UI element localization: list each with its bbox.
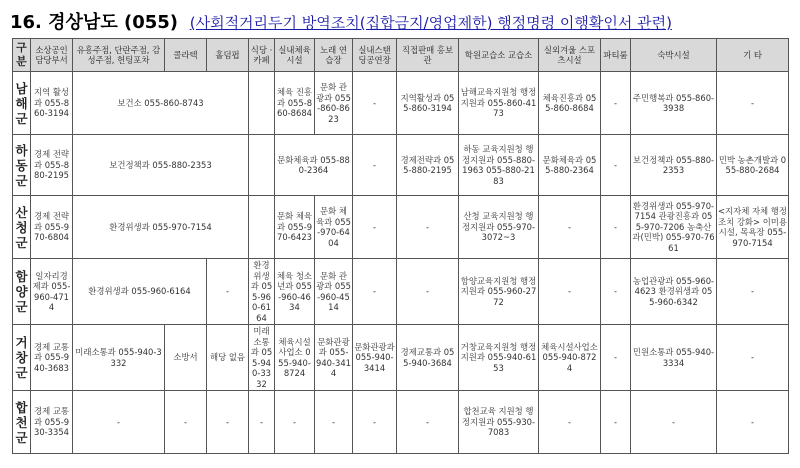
party-cell: -: [601, 72, 631, 135]
lodging-cell: 환경위생과 055-970-7154 관광진흥과 055-970-7206 농축산과(민박) 055-970-7661: [631, 196, 717, 259]
table-row: [13, 325, 789, 391]
food-cell: 미래소통과 055-940-3332: [249, 325, 275, 391]
party-cell: -: [601, 135, 631, 196]
colatec-cell: -: [165, 391, 207, 454]
header-cell: 실외겨울 스포츠시설: [539, 39, 601, 72]
karaoke-cell: 문화관광과 055-940-3414: [315, 325, 353, 391]
academy-cell: 산청 교육지원청 행정지원과 055-970-3072~3: [459, 196, 539, 259]
party-cell: -: [601, 325, 631, 391]
winter-cell: -: [539, 391, 601, 454]
header-cell: 실내체육 시설: [275, 39, 315, 72]
adult-cell: 보건소 055-860-8743: [73, 72, 249, 135]
food-cell: [249, 196, 275, 259]
adult-cell: 환경위생과 055-960-6164: [73, 259, 207, 325]
adult-cell: 보건정책과 055-880-2353: [73, 135, 249, 196]
adult-cell: -: [73, 391, 165, 454]
sales-cell: 지역활성과 055-860-3194: [397, 72, 459, 135]
header-cell: 홀덤펍: [207, 39, 249, 72]
header-cell: 기 타: [717, 39, 789, 72]
header-cell: 식당 ·카페: [249, 39, 275, 72]
karaoke-cell: 문화 관광과 055-860-8623: [315, 72, 353, 135]
header-cell: 직접판매 홍보관: [397, 39, 459, 72]
gym-cell: 문화체육과 055-880-2364: [275, 135, 353, 196]
header-cell: 학원교습소 교습소: [459, 39, 539, 72]
karaoke-cell: 문화 체육과 055-970-6404: [315, 196, 353, 259]
header-row: [13, 39, 789, 72]
header-cell: 노래 연습장: [315, 39, 353, 72]
academy-cell: 하동 교육지원청 행정지원과 055-880-1963 055-880-2183: [459, 135, 539, 196]
gym-cell: -: [275, 391, 315, 454]
region-name: 산청군: [13, 196, 31, 259]
table-row: [13, 135, 789, 196]
sales-cell: -: [397, 259, 459, 325]
title-subtitle: (사회적거리두기 방역조치(집합금지/영업제한) 행정명령 이행확인서 관련): [189, 14, 672, 32]
winter-cell: 체육진흥과 055-860-8684: [539, 72, 601, 135]
etc-cell: 민박 농촌개발과 055-880-2684: [717, 135, 789, 196]
winter-cell: 문화체육과 055-880-2364: [539, 135, 601, 196]
lodging-cell: 보건정책과 055-880-2353: [631, 135, 717, 196]
party-cell: -: [601, 391, 631, 454]
lodging-cell: 민원소통과 055-940-3334: [631, 325, 717, 391]
academy-cell: 함양교육지원청 행정지원과 055-960-2772: [459, 259, 539, 325]
header-cell: 콜라텍: [165, 39, 207, 72]
holdem-cell: 해당 없음: [207, 325, 249, 391]
gym-cell: 체육 청소년과 055-960-4634: [275, 259, 315, 325]
gym-cell: 체육시설사업소 055-940-8724: [275, 325, 315, 391]
header-cell: 유흥주점, 단란주점, 감성주점, 헌팅포차: [73, 39, 165, 72]
office-cell: 지역 활성과 055-860-3194: [31, 72, 73, 135]
region-name: 함양군: [13, 259, 31, 325]
lodging-cell: -: [631, 391, 717, 454]
table-row: [13, 259, 789, 325]
sales-cell: -: [397, 391, 459, 454]
food-cell: 환경위생과 055-960-6164: [249, 259, 275, 325]
office-cell: 경제 교통과 055-940-3683: [31, 325, 73, 391]
title-number: 16. 경상남도 (055): [10, 12, 178, 33]
standing-cell: 문화관광과 055-940-3414: [353, 325, 397, 391]
sales-cell: 경제전략과 055-880-2195: [397, 135, 459, 196]
etc-cell: -: [717, 325, 789, 391]
etc-cell: -: [717, 391, 789, 454]
header-cell: 실내스탠 딩공연장: [353, 39, 397, 72]
table-row: [13, 72, 789, 135]
gym-cell: 문화 체육과 055-970-6423: [275, 196, 315, 259]
sales-cell: -: [397, 196, 459, 259]
colatec-cell: 소방서: [165, 325, 207, 391]
region-name: 거창군: [13, 325, 31, 391]
standing-cell: -: [353, 72, 397, 135]
karaoke-cell: -: [315, 391, 353, 454]
office-cell: 경제 전략과 055-970-6804: [31, 196, 73, 259]
food-cell: [249, 135, 275, 196]
karaoke-cell: 문화 관광과 055-960-4514: [315, 259, 353, 325]
food-cell: -: [249, 391, 275, 454]
winter-cell: -: [539, 259, 601, 325]
sales-cell: 경제교통과 055-940-3684: [397, 325, 459, 391]
page-title: [10, 8, 672, 34]
header-cell: 숙박시설: [631, 39, 717, 72]
academy-cell: 남해교육지원청 행정지원과 055-860-4173: [459, 72, 539, 135]
party-cell: -: [601, 196, 631, 259]
holdem-cell: -: [207, 259, 249, 325]
adult-cell: 환경위생과 055-970-7154: [73, 196, 249, 259]
header-cell: 소상공인 담당부서: [31, 39, 73, 72]
party-cell: -: [601, 259, 631, 325]
header-cell: 파티룸: [601, 39, 631, 72]
lodging-cell: 주민행복과 055-860-3938: [631, 72, 717, 135]
academy-cell: 합천교육 지원청 행정지원과 055-930-7083: [459, 391, 539, 454]
header-cell: 구분: [13, 39, 31, 72]
etc-cell: <지자체 자체 행정조치 강화> 이미용시설, 목욕장 055-970-7154: [717, 196, 789, 259]
gym-cell: 체육 진흥과 055-860-8684: [275, 72, 315, 135]
region-name: 하동군: [13, 135, 31, 196]
contact-table: [12, 38, 789, 454]
food-cell: [249, 72, 275, 135]
lodging-cell: 농업관광과 055-960-4623 환경위생과 055-960-6342: [631, 259, 717, 325]
holdem-cell: -: [207, 391, 249, 454]
standing-cell: -: [353, 259, 397, 325]
winter-cell: -: [539, 196, 601, 259]
adult-cell: 미래소통과 055-940-3332: [73, 325, 165, 391]
etc-cell: -: [717, 72, 789, 135]
region-name: 남해군: [13, 72, 31, 135]
office-cell: 일자리경제과 055-960-4714: [31, 259, 73, 325]
standing-cell: -: [353, 391, 397, 454]
standing-cell: -: [353, 196, 397, 259]
region-name: 합천군: [13, 391, 31, 454]
academy-cell: 거창교육지원청 행정지원과 055-940-6153: [459, 325, 539, 391]
standing-cell: -: [353, 135, 397, 196]
table-row: [13, 196, 789, 259]
winter-cell: 체육시설사업소 055-940-8724: [539, 325, 601, 391]
office-cell: 경제 교통과 055-930-3354: [31, 391, 73, 454]
etc-cell: -: [717, 259, 789, 325]
office-cell: 경제 전략과 055-880-2195: [31, 135, 73, 196]
table-row: [13, 391, 789, 454]
